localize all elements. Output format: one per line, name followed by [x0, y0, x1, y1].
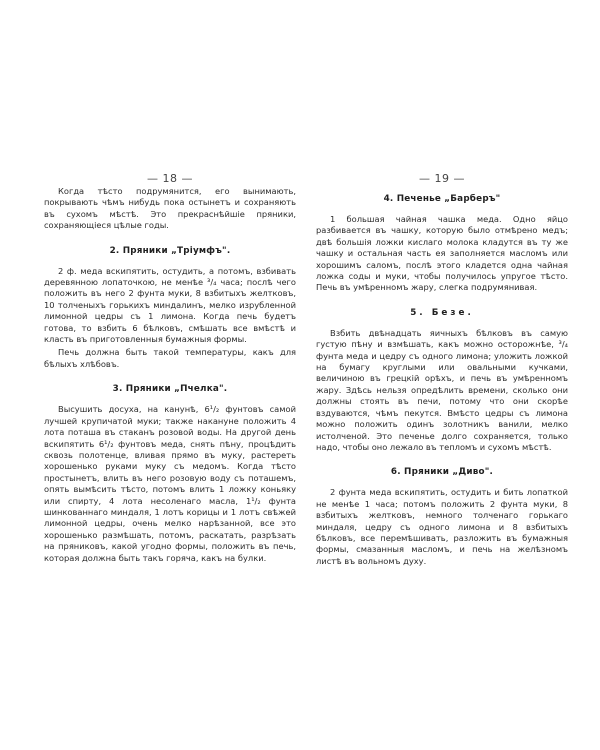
paragraph: Когда тѣсто подрумянится, его вынимають, покрывають чѣмъ нибудь пока остынетъ и сохраняють въ сухомъ мѣстѣ. Это прекраснѣйшіе пряники, сохраняющіеся цѣлые годы. [44, 186, 296, 231]
paragraph: 1 большая чайная чашка меда. Одно яйцо разбивается въ чашку, которую было отмѣрено медъ; двѣ большія ложки кислаго молока кладутся въ ту же чашку и остальная часть ея заполняется масломъ или хорошимъ саломъ, послѣ этого кладется одна чайная ложка соды и муки, чтобы получилось упругое тѣсто. Печь въ умѣренномъ жару, слегка подрумянивая. [316, 214, 568, 293]
left-page [44, 0, 296, 750]
paragraph: Печь должна быть такой температуры, какъ для бѣлыхъ хлѣбовъ. [44, 347, 296, 369]
paragraph: Высушить досуха, на канунѣ, 6¹/₂ фунтовъ самой лучшей крупичатой муки; также накануне положить 4 лота поташа въ стаканъ розовой воды. На другой день вскипятить 6¹/₂ фунтовъ меда, снять пѣну, процѣдить сквозь полотенце, вливая прямо въ муку, растереть хорошенько руками муку съ медомъ. Когда тѣсто простынетъ, влить въ него розовую воду съ поташемъ, опять вымѣсить тѣсто, потомъ влить 1 ложку коньяку или спирту, 4 лота несоленаго масла, 1¹/₂ фунта шинкованнаго миндаля, 1 лотъ корицы и 1 лотъ свѣжей лимонной цедры, очень мелко нарѣзанной, все это хорошенько размѣшать, потомъ, раскатать, разрѣзать на пряниковъ, какой угодно формы, положить въ печь, которая должна быть такъ горяча, какъ на булки. [44, 404, 296, 563]
paragraph: Взбить двѣнадцать яичныхъ бѣлковъ въ самую густую пѣну и взмѣшать, какъ можно осторожнѣе, ³/₄ фунта меда и цедру съ одного лимона; уложить ложкой на бумагу круглыми или овальными кучками, величиною въ грецкій орѣхъ, и печь въ умѣренномъ жару. Здѣсь нельзя опредѣлить времени, сколько они должны стоять въ печи, потому что они скорѣе вздуваются, чѣмъ пекутся. Вмѣсто цедры съ лимона можно положить одинъ золотникъ ванили, мелко истолченой. Это печенье долго сохраняется, только надо, чтобы оно лежало въ тепломъ и сухомъ мѣстѣ. [316, 327, 568, 452]
page-body [44, 186, 296, 564]
paragraph: 2 фунта меда вскипятить, остудить и бить лопаткой не менѣе 1 часа; потомъ положить 2 фунта муки, 8 взбитыхъ желтковъ, немного толченаго горькаго миндаля, цедру съ одного лимона и 8 взбитыхъ бѣлковъ, все перемѣшивать, разложить въ бумажныя формы, смазанныя масломъ, и печь на желѣзномъ листѣ въ вольномъ духу. [316, 487, 568, 566]
recipe-heading: 5. Безе. [410, 307, 474, 318]
recipe-heading: 2. Пряники „Тріумфъ". [109, 245, 231, 256]
page-body [316, 186, 568, 567]
page-number: — 18 — [147, 172, 193, 185]
page-number: — 19 — [419, 172, 465, 185]
right-page [316, 0, 568, 750]
paragraph: 2 ф. меда вскипятить, остудить, а потомъ, взбивать деревянною лопаточкою, не менѣе ³/₄ часа; послѣ чего положить въ него 2 фунта муки, 8 взбитыхъ желтковъ, 10 толченыхъ горькихъ миндалинъ, мелко изрубленной лимонной цедры съ 1 лимона. Когда печь будетъ готова, то взбить 6 бѣлковъ, смѣшать все вмѣстѣ и класть въ приготовленныя бумажныя формы. [44, 265, 296, 345]
recipe-heading: 6. Пряники „Диво". [390, 467, 494, 478]
recipe-heading: 3. Пряники „Пчелка". [112, 384, 228, 395]
recipe-heading: 4. Печенье „Барберъ" [383, 194, 501, 204]
